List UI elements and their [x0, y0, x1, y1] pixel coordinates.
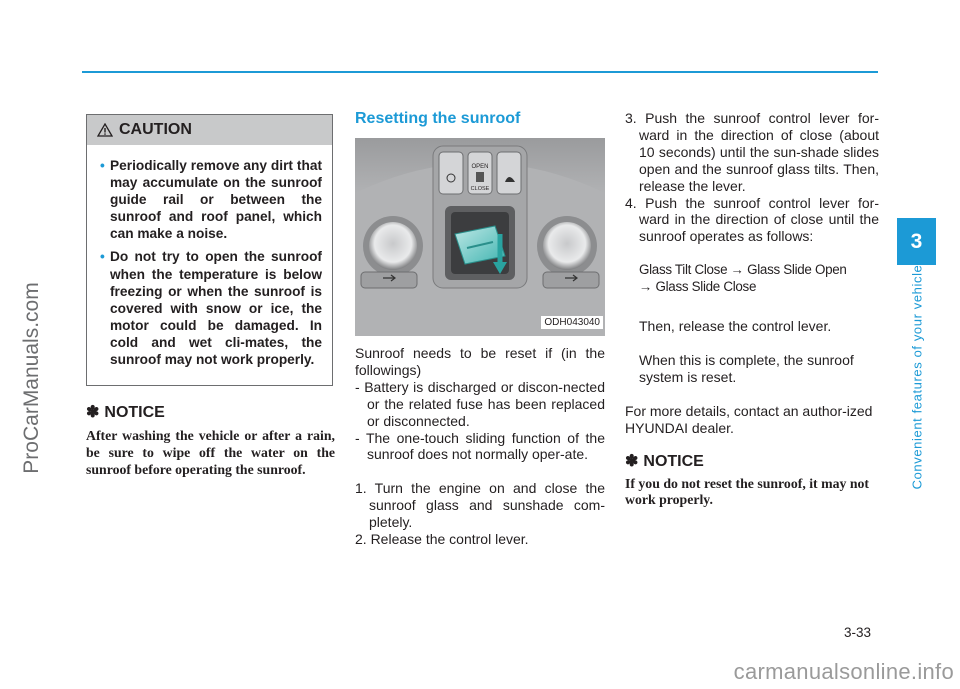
chapter-tab: 3 — [897, 218, 936, 265]
page-number: 3-33 — [844, 625, 872, 640]
open-label: OPEN — [471, 164, 489, 170]
notice-symbol: ✽ — [86, 404, 100, 421]
bullet: • — [100, 158, 105, 173]
caution-box — [86, 114, 333, 386]
caution-item — [100, 157, 322, 242]
notice-text: If you do not reset the sunroof, it may not work properly. — [625, 475, 870, 508]
sequence-line: → Glass Slide Close — [639, 279, 757, 295]
notice-text: After washing the vehicle or after a rain, be sure to wipe off the water on the sunroof before operating the sunroof. — [86, 428, 335, 477]
notice-title — [86, 402, 165, 422]
notice-title-text: NOTICE — [104, 404, 165, 421]
step-item: 1. Turn the engine on and close the sunroof glass and sunshade com-pletely. — [355, 480, 605, 531]
close-label: CLOSE — [470, 186, 490, 192]
step-item: 3. Push the sunroof control lever for-ward in the direction of close (about 10 seconds) until the sun-shade slides open and the sunroof glass tilts. Then, release the lever. — [625, 110, 879, 194]
caution-item — [100, 248, 322, 368]
bullet: • — [100, 249, 105, 265]
caution-list — [87, 145, 332, 368]
reset-body — [355, 345, 605, 548]
caution-item-text: Do not try to open the sunroof when the temperature is below freezing or when the sunroof is covered with snow or ice, the motor could be damaged. In cold and wet cli-mates, the sunroof may not work properly. — [110, 249, 322, 368]
overhead-console-illustration — [355, 138, 605, 336]
notice-symbol: ✽ — [625, 452, 639, 470]
condition-item: - The one-touch sliding function of the sunroof does not normally oper-ate. — [355, 429, 605, 463]
reset-body-continued — [625, 110, 879, 509]
figure-code: ODH043040 — [541, 316, 603, 329]
notice-title — [625, 454, 879, 471]
condition-item: - Battery is discharged or discon-nected or the related fuse has been replaced or disconnected. — [355, 378, 605, 429]
watermark-carmanualsonline: carmanualsonline.info — [733, 659, 954, 684]
dealer-text: For more details, contact an author-ized HYUNDAI dealer. — [625, 402, 873, 436]
caution-header — [87, 115, 332, 145]
chapter-title: Convenient features of your vehicle — [909, 264, 925, 490]
step-item: 2. Release the control lever. — [355, 531, 529, 548]
sequence-line: Glass Tilt Close → Glass Slide Open — [639, 262, 847, 278]
release-text: Then, release the control lever. — [639, 318, 832, 335]
caution-item-text: Periodically remove any dirt that may accumulate on the sunroof guide rail or between the sunroof and roof panel, which can make a noise. — [110, 158, 322, 242]
caution-heading: CAUTION — [119, 121, 192, 138]
complete-text: When this is complete, the sunroof system is reset. — [639, 351, 854, 385]
reset-intro: Sunroof needs to be reset if (in the followings) — [355, 345, 605, 378]
step-item: 4. Push the sunroof control lever for-ward in the direction of close until the sunroof operates as follows: — [625, 194, 879, 245]
warning-triangle-icon — [97, 123, 113, 137]
top-rule — [82, 71, 878, 73]
notice-title-text: NOTICE — [643, 452, 704, 470]
watermark-procarmanuals: ProCarManuals.com — [20, 282, 43, 474]
section-title: Resetting the sunroof — [355, 110, 521, 127]
sunroof-control-figure — [355, 138, 605, 336]
